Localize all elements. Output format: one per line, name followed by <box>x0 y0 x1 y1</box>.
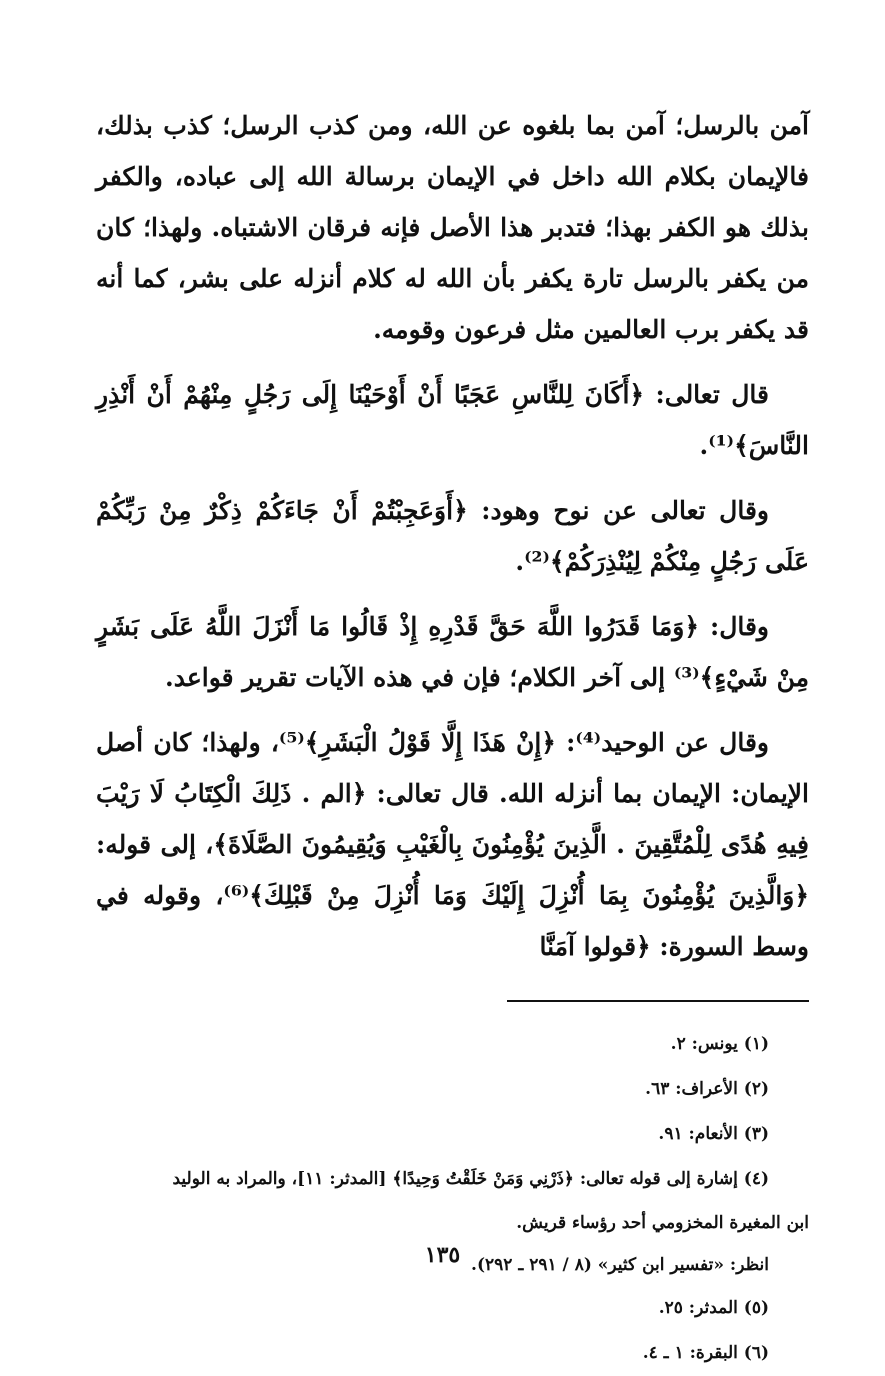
footnote: (٦) البقرة: ١ ـ ٤. <box>642 1343 769 1363</box>
paragraph: وقال تعالى عن نوح وهود: ﴿أَوَعَجِبْتُمْ أَنْ جَاءَكُمْ ذِكْرٌ مِنْ رَبِّكُمْ عَلَى رَجُلٍ مِنْكُمْ لِيُنْذِرَكُمْ﴾⁽²⁾. <box>96 496 809 576</box>
footnotes <box>96 1022 809 1376</box>
footnote-reference: انظر: «تفسير ابن كثير» (٨ / ٢٩١ ـ ٢٩٢). <box>471 1255 769 1275</box>
paragraph: قال تعالى: ﴿أَكَانَ لِلنَّاسِ عَجَبًا أَنْ أَوْحَيْنَا إِلَى رَجُلٍ مِنْهُمْ أَنْ أَنْذِرِ النَّاسَ﴾⁽¹⁾. <box>96 380 809 460</box>
paragraph: وقال: ﴿وَمَا قَدَرُوا اللَّهَ حَقَّ قَدْرِهِ إِذْ قَالُوا مَا أَنْزَلَ اللَّهُ عَلَى بَشَرٍ مِنْ شَيْءٍ﴾⁽³⁾ إلى آخر الكلام؛ فإن في هذه الآيات تقرير قواعد. <box>96 612 809 692</box>
footnote: (٥) المدثر: ٢٥. <box>658 1298 769 1318</box>
paragraph: وقال عن الوحيد⁽⁴⁾: ﴿إِنْ هَذَا إِلَّا قَوْلُ الْبَشَرِ﴾⁽⁵⁾، ولهذا؛ كان أصل الإيمان: الإيمان بما أنزله الله. قال تعالى: ﴿الم . ذَلِكَ الْكِتَابُ لَا رَيْبَ فِيهِ هُدًى لِلْمُتَّقِينَ . الَّذِينَ يُؤْمِنُونَ بِالْغَيْبِ وَيُقِيمُونَ الصَّلَاةَ﴾، إلى قوله: ﴿وَالَّذِينَ يُؤْمِنُونَ بِمَا أُنْزِلَ إِلَيْكَ وَمَا أُنْزِلَ مِنْ قَبْلِكَ﴾⁽⁶⁾، وقوله في وسط السورة: ﴿قولوا آمَنَّا <box>96 728 809 961</box>
footnote: (٣) الأنعام: ٩١. <box>658 1124 769 1144</box>
footnote-continuation: ابن المغيرة المخزومي أحد رؤساء قريش. <box>516 1213 809 1233</box>
body-text <box>96 100 809 972</box>
footnote: (٢) الأعراف: ٦٣. <box>645 1079 769 1099</box>
footnote-divider <box>507 1000 809 1002</box>
footnote: (١) يونس: ٢. <box>670 1034 769 1054</box>
paragraph: آمن بالرسل؛ آمن بما بلغوه عن الله، ومن كذب الرسل؛ كذب بذلك، فالإيمان بكلام الله داخل في الإيمان برسالة الله إلى عباده، والكفر بذلك هو الكفر بهذا؛ فتدبر هذا الأصل فإنه فرقان الاشتباه. ولهذا؛ كان من يكفر بالرسل تارة يكفر بأن الله له كلام أنزله على بشر، كما أنه قد يكفر برب العالمين مثل فرعون وقومه. <box>96 111 809 344</box>
page-number: ١٣٥ <box>424 1242 461 1268</box>
footnote: (٤) إشارة إلى قوله تعالى: ﴿ذَرْنِي وَمَنْ خَلَقْتُ وَحِيدًا﴾ [المدثر: ١١]، والمراد به الوليد <box>172 1169 769 1189</box>
